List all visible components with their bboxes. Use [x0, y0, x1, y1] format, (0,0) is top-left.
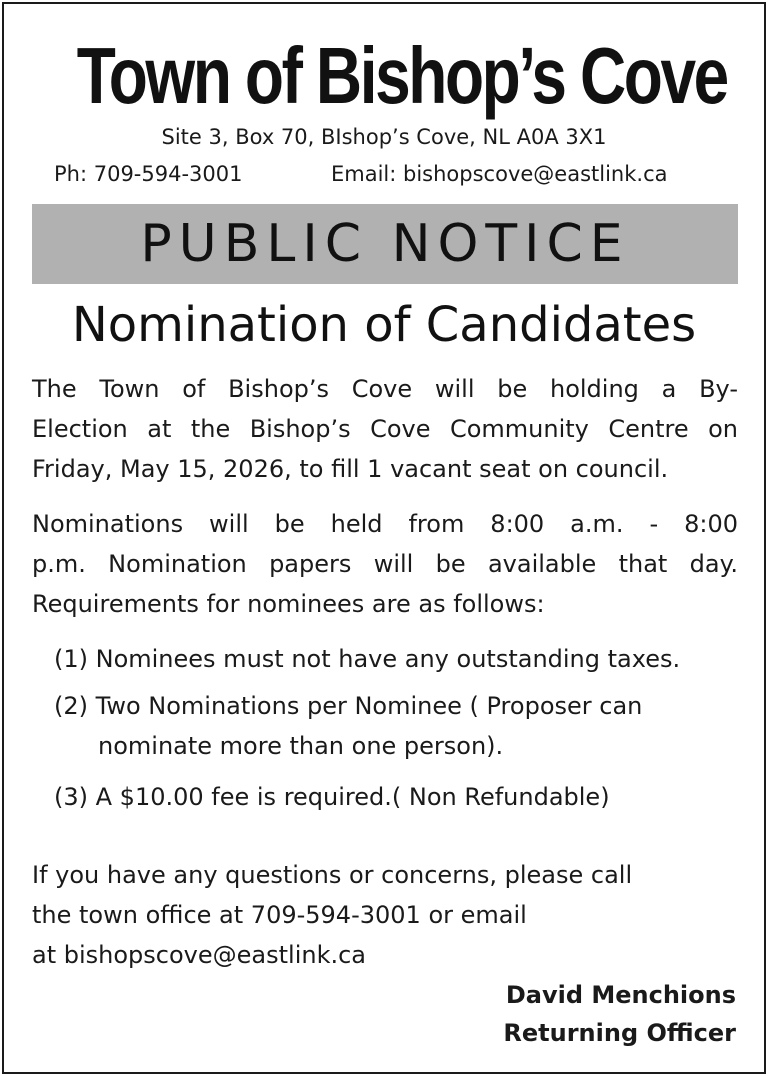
requirement-item-continued: nominate more than one person).: [98, 732, 504, 760]
paragraph-line: Requirements for nominees are as follows:: [32, 590, 545, 618]
requirement-item: (2) Two Nominations per Nominee ( Proposer can: [54, 692, 643, 720]
paragraph-line: Election at the Bishop’s Cove Community Centre on: [32, 415, 738, 443]
paragraph-nominations: [32, 504, 738, 624]
closing-line: the town office at 709-594-3001 or email: [32, 901, 527, 929]
closing-line: at bishopscove@eastlink.ca: [32, 941, 366, 969]
requirement-item: (3) A $10.00 fee is required.( Non Refundable): [54, 783, 610, 811]
notice-heading: Nomination of Candidates: [71, 297, 697, 353]
signatory-title: Returning Officer: [503, 1019, 736, 1047]
town-phone: Ph: 709-594-3001: [54, 162, 243, 186]
town-title: Town of Bishop’s Cove: [76, 31, 727, 120]
signatory-name: David Menchions: [505, 981, 736, 1009]
closing-line: If you have any questions or concerns, please call: [32, 861, 633, 889]
banner-text: PUBLIC NOTICE: [140, 214, 630, 274]
closing-paragraph: [32, 855, 632, 975]
paragraph-line: The Town of Bishop’s Cove will be holding a By-: [32, 375, 738, 403]
town-address: Site 3, Box 70, BIshop’s Cove, NL A0A 3X1: [161, 125, 607, 149]
paragraph-line: Nominations will be held from 8:00 a.m. - 8:00: [32, 510, 738, 538]
town-email: Email: bishopscove@eastlink.ca: [331, 162, 668, 186]
public-notice-banner: [32, 204, 738, 284]
requirement-item: (1) Nominees must not have any outstanding taxes.: [54, 645, 681, 673]
paragraph-line: p.m. Nomination papers will be available that day.: [32, 550, 738, 578]
paragraph-line: Friday, May 15, 2026, to fill 1 vacant seat on council.: [32, 455, 669, 483]
paragraph-election: [32, 369, 738, 489]
